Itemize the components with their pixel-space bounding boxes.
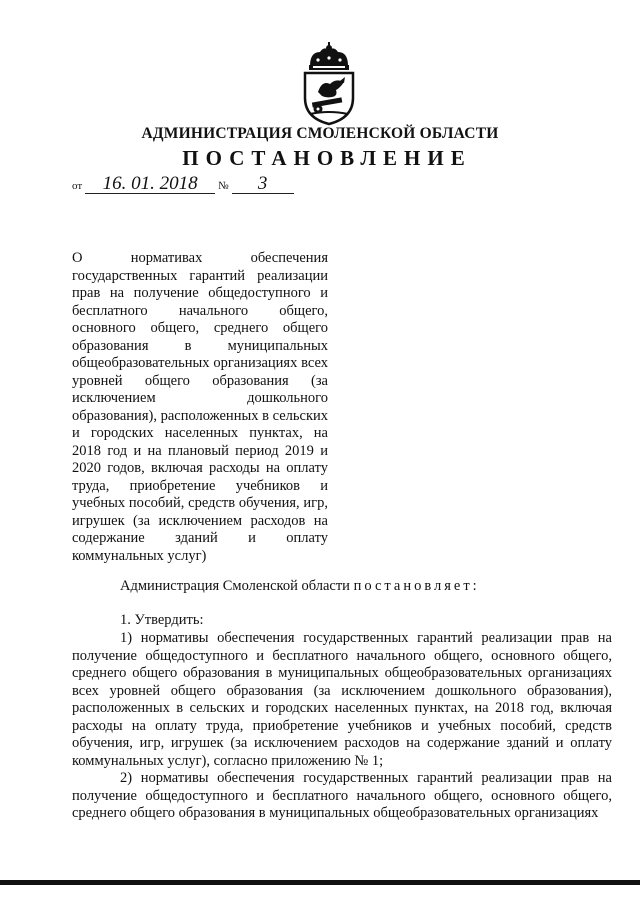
agency-name: АДМИНИСТРАЦИЯ СМОЛЕНСКОЙ ОБЛАСТИ [141, 125, 499, 142]
date-label: от [72, 180, 83, 192]
preamble-paragraph [72, 578, 612, 596]
document-title: О нормативах обеспечения государственных гарантий реализации прав на получение общедоступного и бесплатного начального общего, основного общего, среднего общего образования в муниципальных общеобразовательных организациях всех уровней общего образования (за исключением дошкольного образования), расположенных в сельских и городских населенных пунктах, на 2018 год и на плановый период 2019 и 2020 годов, включая расходы на оплату труда, приобретение учебников и учебных пособий, средств обучения, игр, игрушек (за исключением расходов на содержание зданий и оплату коммунальных услуг) [72, 250, 328, 564]
date-value: 16. 01. 2018 [85, 174, 215, 194]
subitem-2: 2) нормативы обеспечения государственных гарантий реализации прав на получение общедоступного и бесплатного начального общего, основного общего, среднего общего образования в муниципальных общеобразовательных организациях [72, 770, 612, 821]
coat-of-arms-icon [296, 40, 362, 126]
date-number-line [72, 174, 294, 194]
number-label: № [218, 180, 229, 192]
number-value: 3 [232, 174, 294, 194]
subitem-1: 1) нормативы обеспечения государственных гарантий реализации прав на получение общедоступного и бесплатного начального общего, основного общего, среднего общего образования в муниципальных общеобразовательных организациях всех уровней общего образования (за исключением дошкольного образования), расположенных в сельских и городских населенных пунктах, на 2018 год, включая расходы на оплату труда, приобретение учебников и учебных пособий, средств обучения, игр, игрушек (за исключением расходов на содержание зданий и оплату коммунальных услуг), согласно приложению № 1; [72, 630, 612, 769]
item-1-heading: 1. Утвердить: [120, 612, 204, 628]
bottom-border [0, 880, 640, 885]
preamble-verb: постановляет: [353, 578, 480, 594]
preamble-subject: Администрация Смоленской области [120, 578, 350, 594]
document-type: ПОСТАНОВЛЕНИЕ [182, 146, 472, 170]
